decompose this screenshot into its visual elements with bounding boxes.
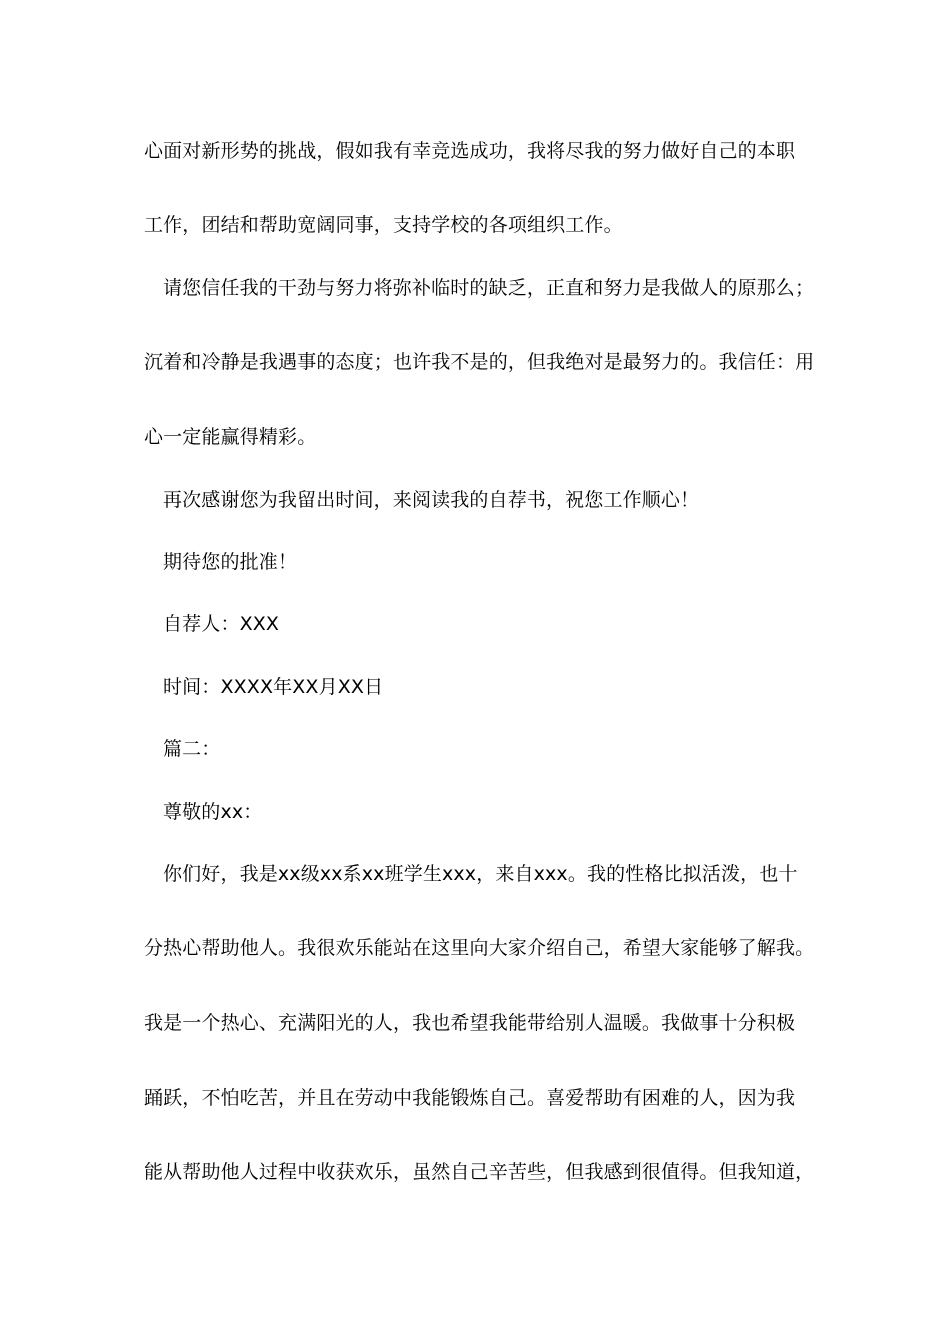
signature-line: 自荐人：XXX (163, 613, 280, 635)
text-line: 能从帮助他人过程中收获欢乐，虽然自己辛苦些，但我感到很值得。但我知道， (144, 1161, 815, 1183)
text-line: 期待您的批准！ (163, 551, 298, 573)
salutation: 尊敬的xx： (163, 801, 263, 823)
text-line: 踊跃，不怕吃苦，并且在劳动中我能锻炼自己。喜爱帮助有困难的人，因为我 (144, 1087, 796, 1109)
text-line: 工作，团结和帮助宽阔同事，支持学校的各项组织工作。 (144, 214, 623, 236)
text-line: 你们好，我是xx级xx系xx班学生xxx，来自xxx。我的性格比拟活泼，也十 (163, 863, 798, 885)
text-line: 心面对新形势的挑战，假如我有幸竞选成功，我将尽我的努力做好自己的本职 (144, 140, 796, 162)
date-line: 时间：XXXX年XX月XX日 (163, 676, 384, 698)
text-line: 心一定能赢得精彩。 (144, 426, 317, 448)
text-line: 沉着和冷静是我遇事的态度；也许我不是的，但我绝对是最努力的。我信任：用 (144, 351, 815, 373)
text-line: 再次感谢您为我留出时间，来阅读我的自荐书，祝您工作顺心！ (163, 489, 700, 511)
text-line: 分热心帮助他人。我很欢乐能站在这里向大家介绍自己，希望大家能够了解我。 (144, 937, 815, 959)
section-heading: 篇二： (163, 738, 221, 760)
text-line: 我是一个热心、充满阳光的人，我也希望我能带给别人温暖。我做事十分积极 (144, 1012, 796, 1034)
text-line: 请您信任我的干劲与努力将弥补临时的缺乏，正直和努力是我做人的原那么； (163, 277, 815, 299)
